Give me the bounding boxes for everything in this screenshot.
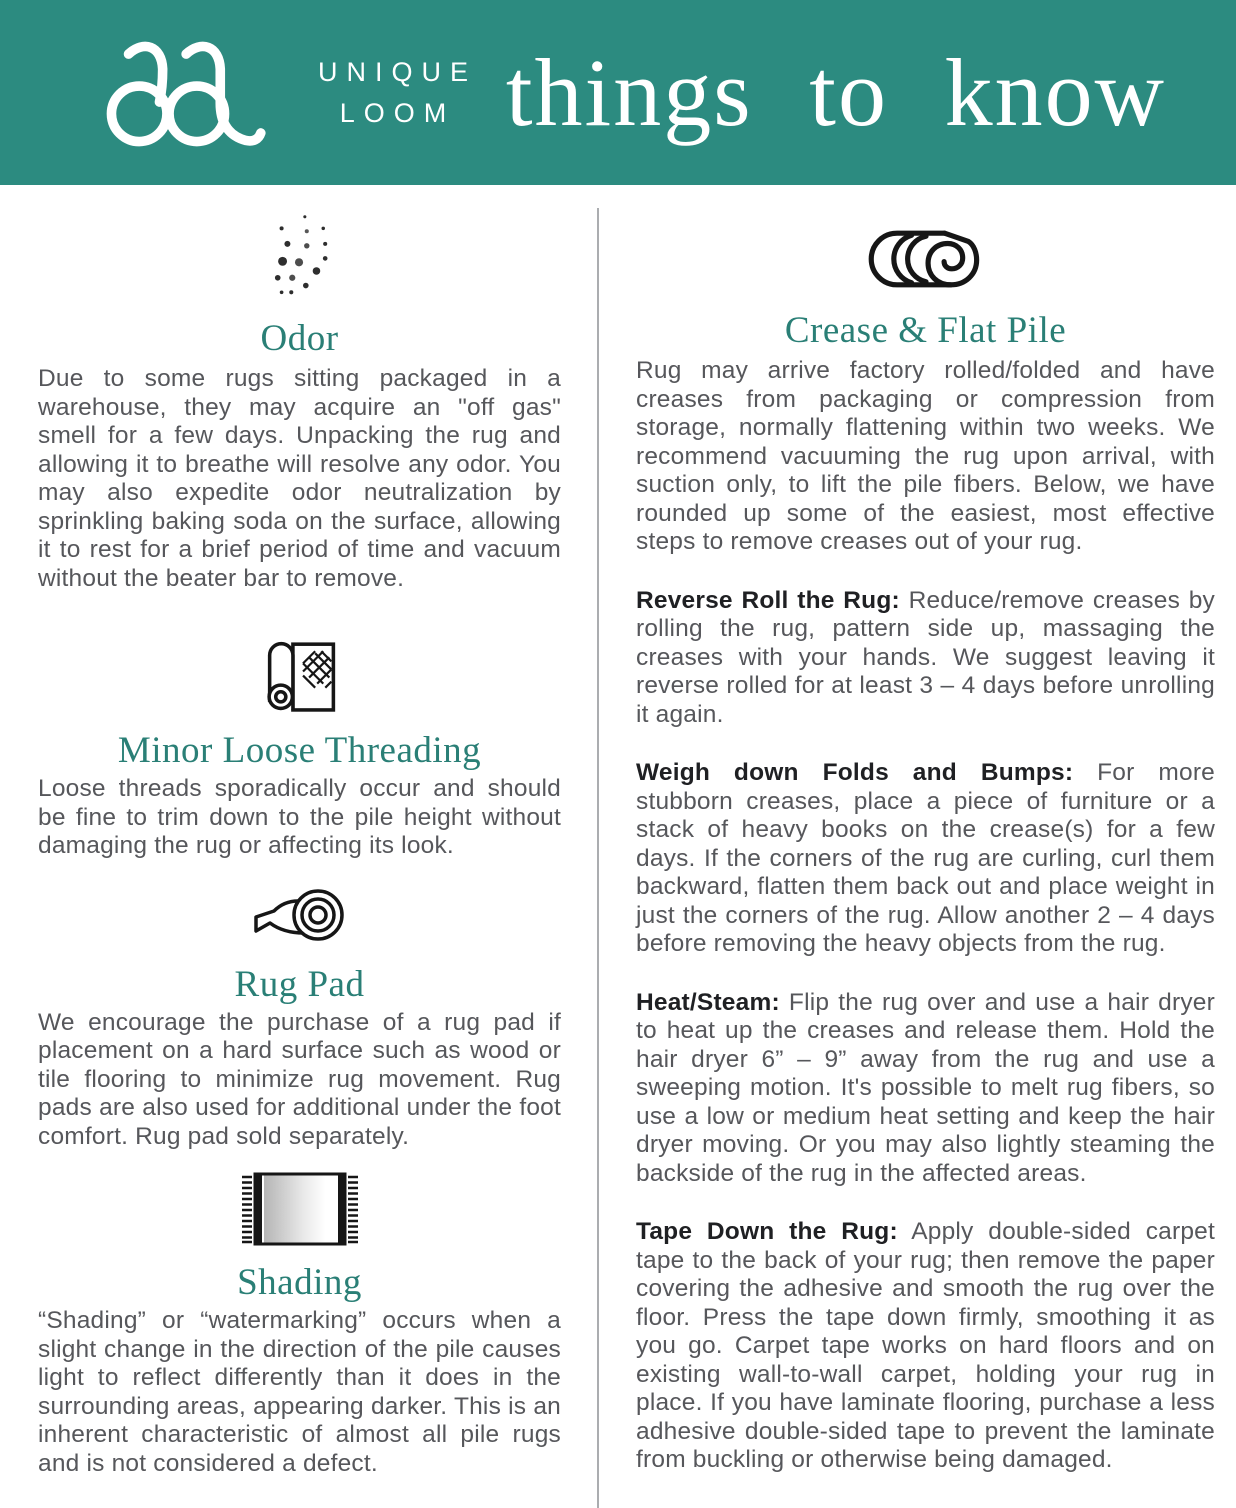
brand-name-line1: UNIQUE (318, 56, 478, 87)
tip-tape-down-label: Tape Down the Rug: (636, 1218, 898, 1245)
tip-heat-steam-label: Heat/Steam: (636, 988, 780, 1016)
tip-heat-steam (636, 989, 1215, 1189)
loom-logo-icon (92, 37, 292, 149)
tip-weigh-down-label: Weigh down Folds and Bumps: (636, 759, 1074, 786)
section-heading-odor: Odor (260, 318, 339, 359)
section-heading-shading: Shading (237, 1262, 362, 1303)
section-body-odor: Due to some rugs sitting packaged in a warehouse, they may acquire an "off gas" smell for a few days. Unpacking the rug and allowing it to breathe will resolve any odor. You may also expedite odor neutralization by sprinkling baking soda on the surface, allowing it to rest for a brief period of time and vacuum without the beater bar to remove. (38, 365, 561, 592)
unrolling-rug-icon (38, 629, 561, 715)
brand-name (318, 52, 477, 134)
unique-loom-logo (92, 37, 477, 149)
tip-tape-down (636, 1218, 1215, 1475)
tip-weigh-down (636, 759, 1215, 959)
section-heading-threading: Minor Loose Threading (117, 730, 482, 771)
tip-reverse-roll-text: Reduce/remove creases by rolling the rug, pattern side up, massaging the creases with your hands. We suggest leaving it reverse rolled for at least 3 – 4 days before unrolling it again. (636, 586, 1215, 728)
section-heading-rugpad: Rug Pad (234, 963, 365, 1005)
tip-tape-down-text: Apply double-sided carpet tape to the back of your rug; then remove the paper covering the adhesive and smooth the rug over the floor. Press the tape down firmly, smoothing it as you go. Carpet tape works on hard floors and on existing wall-to-wall carpet, holding your rug in place. If you have laminate flooring, purchase a less adhesive double-sided tape to prevent the laminate from buckling or otherwise being damaged. (636, 1218, 1215, 1473)
section-body-shading: “Shading” or “watermarking” occurs when a slight change in the direction of the pile causes light to reflect differently than it does in the surrounding areas, appearing darker. This is an inherent characteristic of almost all pile rugs and is not considered a defect. (38, 1307, 561, 1477)
left-column (0, 185, 597, 1508)
tip-heat-steam-text: Flip the rug over and use a hair dryer to heat up the creases and release them. Hold the hair dryer 6” – 9” away from the rug and use a sweeping motion. It's possible to melt rug fibers, so use a low or medium heat setting and keep the hair dryer moving. Or you may also lightly steaming the backside of the rug in the affected areas. (636, 988, 1215, 1187)
content-columns (0, 185, 1236, 1508)
page-title: things to know (505, 38, 1166, 146)
right-column (599, 185, 1236, 1508)
section-body-rugpad: We encourage the purchase of a rug pad if placement on a hard surface such as wood or tile flooring to minimize rug movement. Rug pads are also used for additional under the foot comfort. Rug pad sold separately. (38, 1008, 561, 1150)
rug-pad-roll-icon (38, 885, 561, 947)
tip-reverse-roll (636, 587, 1215, 730)
rolled-rug-side-icon (636, 229, 1215, 289)
brand-name-line2: LOOM (339, 97, 456, 128)
header-band (0, 0, 1236, 185)
odor-dots-icon (38, 209, 561, 301)
tip-weigh-down-text: For more stubborn creases, place a piece of furniture or a stack of heavy books on the crease(s) for a few days. If the corners of the rug are curling, curl them backward, flatten them back out and place weight in just the corners of the rug. Allow another 2 – 4 days before removing the heavy objects from the rug. (636, 759, 1215, 957)
section-body-crease: Rug may arrive factory rolled/folded and have creases from packaging or compression from storage, normally flattening within two weeks. We recommend vacuuming the rug upon arrival, with suction only, to lift the pile fibers. Below, we have rounded up some of the easiest, most effective steps to remove creases out of your rug. (636, 357, 1215, 555)
tip-reverse-roll-label: Reverse Roll the Rug: (636, 586, 900, 614)
section-body-threading: Loose threads sporadically occur and should be fine to trim down to the pile height without damaging the rug or affecting its look. (38, 775, 561, 859)
shaded-rug-icon (38, 1171, 561, 1247)
section-heading-crease: Crease & Flat Pile (784, 310, 1067, 351)
